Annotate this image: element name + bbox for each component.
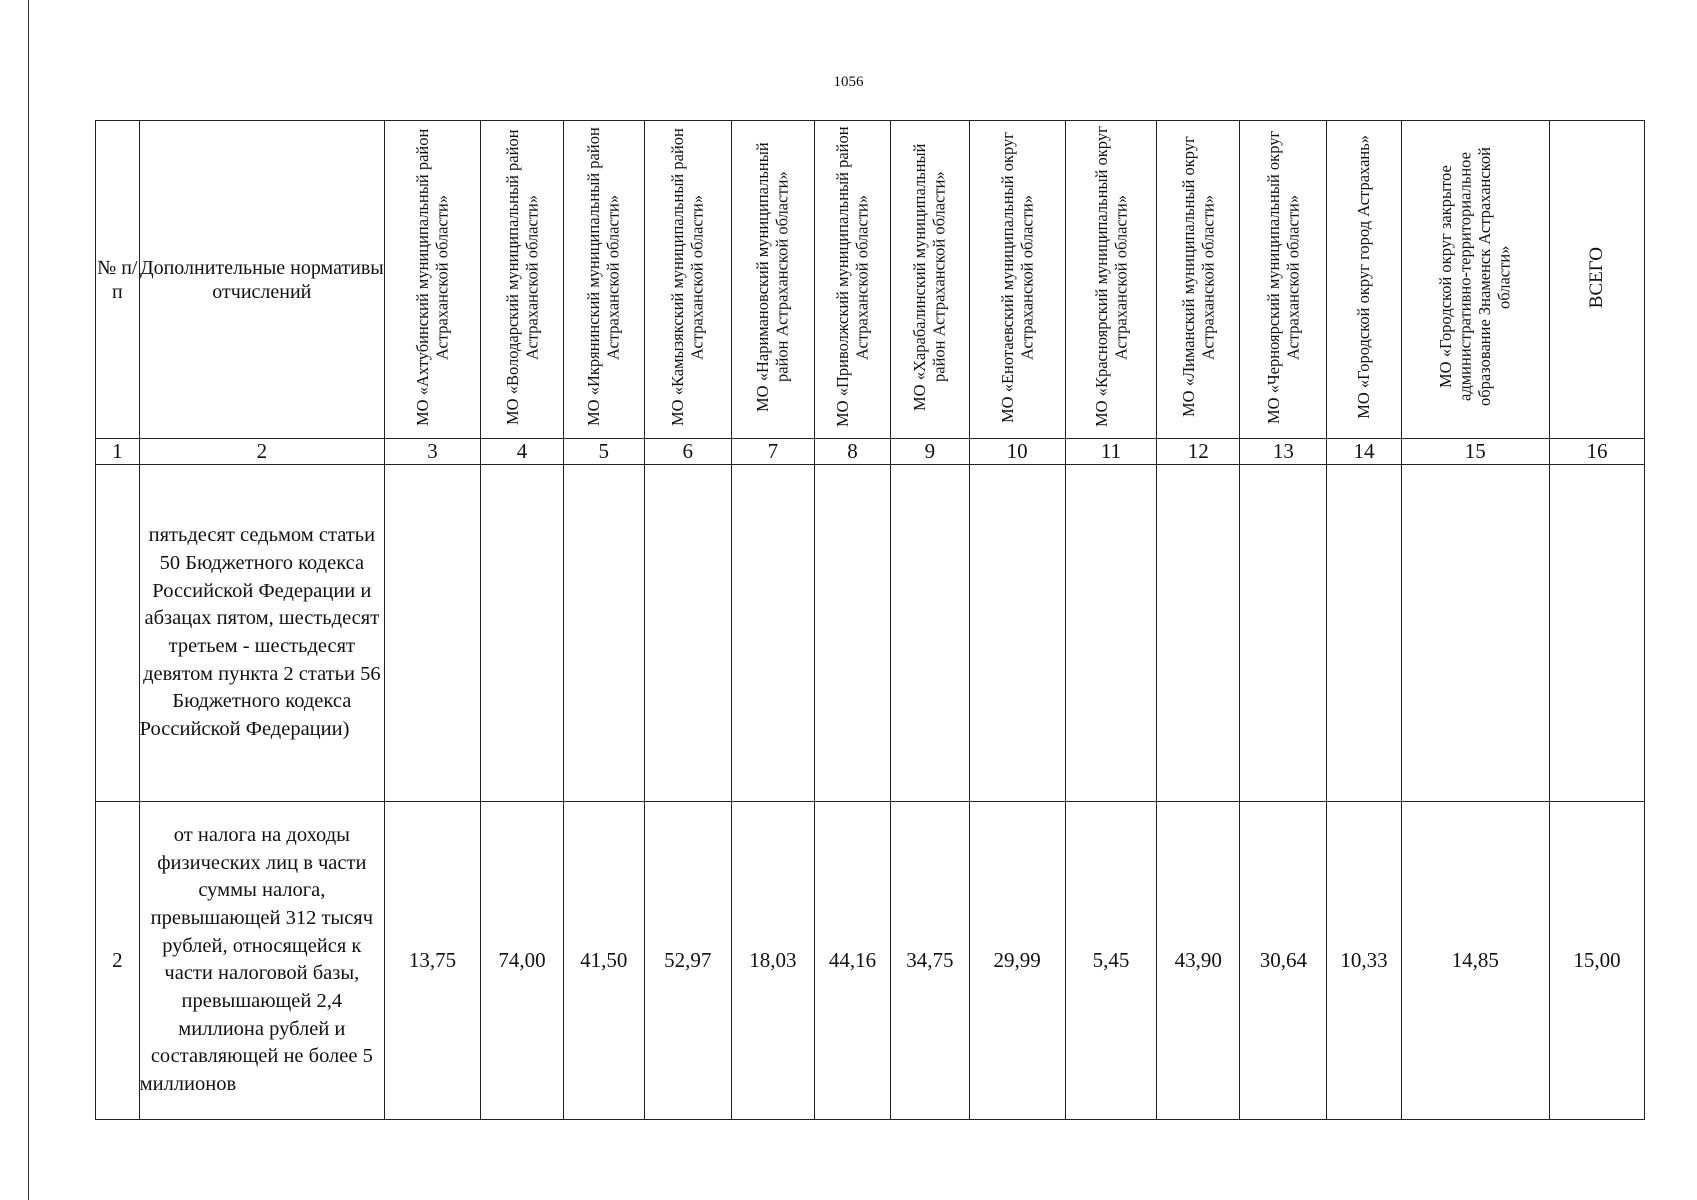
column-number: 3	[385, 439, 481, 465]
column-number: 8	[814, 439, 890, 465]
header-deductions: Дополнительные нормативы отчислений	[139, 121, 384, 439]
value-cell: 74,00	[481, 801, 564, 1119]
value-cell: 18,03	[731, 801, 814, 1119]
header-municipality-label: МО «Городской округ город Астрахань»	[1354, 135, 1374, 420]
page-number: 1056	[833, 74, 864, 90]
header-municipality	[969, 121, 1065, 439]
empty-cell	[1065, 465, 1157, 801]
header-municipality-label: МО «Городской округ закрытое административно-территориальное образование Знаменск Астраханской области»	[1436, 147, 1514, 407]
empty-cell	[969, 465, 1065, 801]
empty-cell	[563, 465, 644, 801]
empty-cell	[814, 465, 890, 801]
column-number: 6	[644, 439, 731, 465]
header-total-label: ВСЕГО	[1585, 246, 1607, 308]
column-number: 7	[731, 439, 814, 465]
empty-cell	[1327, 465, 1401, 801]
empty-cell	[644, 465, 731, 801]
header-municipality	[385, 121, 481, 439]
header-municipality	[891, 121, 970, 439]
header-municipality-label: МО «Володарский муниципальный район Астраханской области»	[502, 129, 541, 425]
value-cell: 10,33	[1327, 801, 1401, 1119]
header-municipality-label: МО «Наримановский муниципальный район Астраханской области»	[753, 142, 792, 412]
header-municipality	[481, 121, 564, 439]
header-municipality-label: МО «Приволжский муниципальный район Астраханской области»	[833, 126, 872, 428]
empty-cell	[481, 465, 564, 801]
header-municipality-label: МО «Ахтубинский муниципальный район Астраханской области»	[413, 128, 452, 426]
header-municipality	[1401, 121, 1549, 439]
header-municipality-label: МО «Черноярский муниципальный округ Астраханской области»	[1263, 130, 1303, 424]
header-municipality	[644, 121, 731, 439]
header-municipality	[1240, 121, 1327, 439]
column-number: 4	[481, 439, 564, 465]
value-cell: 44,16	[814, 801, 890, 1119]
row-description: от налога на доходы физических лиц в части суммы налога, превышающей 312 тысяч рублей, относящейся к части налоговой базы, превышающей 2,4 миллиона рублей и составляющей не более 5 миллионов	[139, 801, 384, 1119]
column-number: 13	[1240, 439, 1327, 465]
value-cell: 5,45	[1065, 801, 1157, 1119]
value-cell: 52,97	[644, 801, 731, 1119]
value-cell: 30,64	[1240, 801, 1327, 1119]
empty-cell	[891, 465, 970, 801]
header-municipality-label: МО «Красноярский муниципальный округ Астраханской области»	[1091, 126, 1130, 428]
header-municipality-label: МО «Лиманский муниципальный округ Астраханской области»	[1178, 136, 1218, 418]
header-number: № п/п	[96, 121, 140, 439]
total-cell: 15,00	[1549, 801, 1644, 1119]
value-cell: 14,85	[1401, 801, 1549, 1119]
continued-row-number	[96, 465, 140, 801]
header-municipality	[1065, 121, 1157, 439]
empty-cell	[1240, 465, 1327, 801]
column-number: 1	[96, 439, 140, 465]
header-municipality	[731, 121, 814, 439]
value-cell: 13,75	[385, 801, 481, 1119]
column-number-row	[96, 439, 1645, 465]
header-municipality-label: МО «Икрянинский муниципальный район Астраханской области»	[584, 127, 623, 427]
continued-row	[96, 465, 1645, 801]
header-municipality	[814, 121, 890, 439]
header-municipality-label: МО «Енотаевский муниципальный округ Астраханской области»	[997, 131, 1037, 423]
column-number: 16	[1549, 439, 1644, 465]
column-number: 5	[563, 439, 644, 465]
header-municipality	[563, 121, 644, 439]
empty-cell	[1401, 465, 1549, 801]
continued-row-text: пятьдесят седьмом статьи 50 Бюджетного кодекса Российской Федерации и абзацах пятом, шестьдесят третьем - шестьдесят девятом пункта 2 статьи 56 Бюджетного кодекса Российской Федерации)	[139, 465, 384, 801]
deductions-table	[95, 120, 1645, 1120]
column-number: 14	[1327, 439, 1401, 465]
column-number: 15	[1401, 439, 1549, 465]
value-cell: 41,50	[563, 801, 644, 1119]
empty-cell	[385, 465, 481, 801]
empty-cell	[1157, 465, 1240, 801]
header-municipality	[1157, 121, 1240, 439]
empty-cell	[731, 465, 814, 801]
binding-margin-line	[28, 0, 29, 1200]
value-cell: 34,75	[891, 801, 970, 1119]
column-number: 10	[969, 439, 1065, 465]
header-municipality-label: МО «Камызякский муниципальный район Астраханской области»	[668, 128, 707, 427]
column-number: 12	[1157, 439, 1240, 465]
header-row	[96, 121, 1645, 439]
table-row	[96, 801, 1645, 1119]
value-cell: 43,90	[1157, 801, 1240, 1119]
row-number: 2	[96, 801, 140, 1119]
empty-cell	[1549, 465, 1644, 801]
column-number: 2	[139, 439, 384, 465]
column-number: 9	[891, 439, 970, 465]
value-cell: 29,99	[969, 801, 1065, 1119]
header-total	[1549, 121, 1644, 439]
header-municipality	[1327, 121, 1401, 439]
column-number: 11	[1065, 439, 1157, 465]
header-municipality-label: МО «Харабалинский муниципальный район Астраханской области»	[910, 143, 949, 411]
